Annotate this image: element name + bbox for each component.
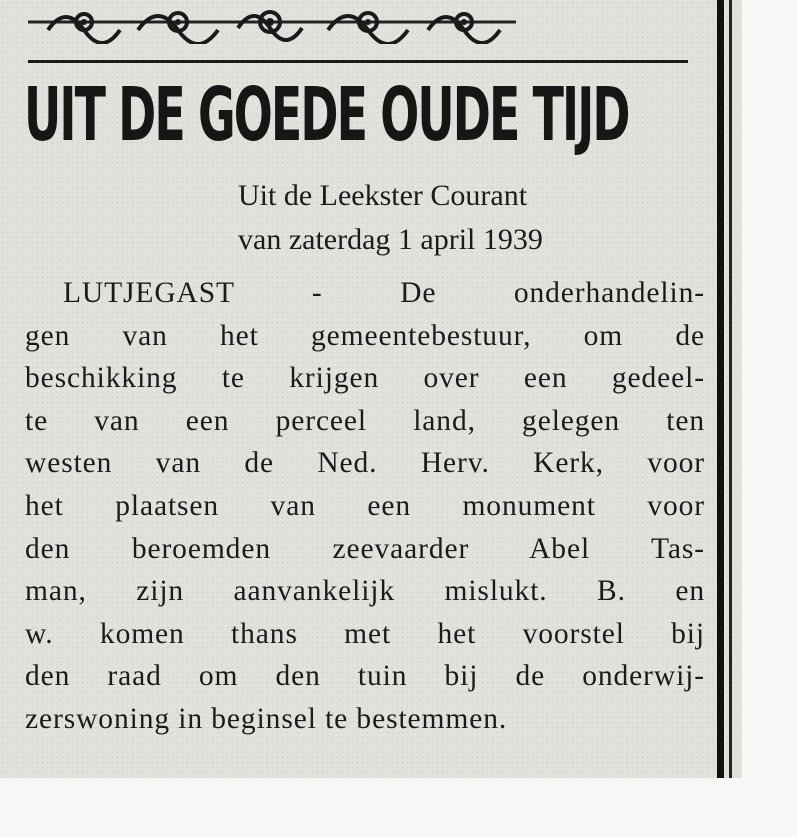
- article-line: beschikking te krijgen over een gedeel-: [25, 362, 705, 395]
- article-line: westen van de Ned. Herv. Kerk, voor: [25, 447, 705, 480]
- article-line: w. komen thans met het voorstel bij: [25, 617, 705, 650]
- top-rule: [28, 60, 688, 63]
- masthead-title: UIT DE GOEDE OUDE TIJD: [24, 72, 629, 158]
- column-border-thin: [729, 0, 732, 778]
- article-line: den raad om den tuin bij de onderwij-: [25, 660, 705, 693]
- ornamental-scroll-icon: [28, 0, 516, 44]
- article-body: [25, 272, 705, 741]
- article-line: zerswoning in beginsel te bestemmen.: [25, 702, 508, 735]
- source-newspaper: Uit de Leekster Courant: [238, 179, 528, 212]
- source-date: van zaterdag 1 april 1939: [238, 223, 543, 256]
- article-line: het plaatsen van een monument voor: [25, 489, 705, 522]
- article-line: LUTJEGAST - De onderhandelin-: [63, 277, 705, 309]
- article-line: gen van het gemeentebestuur, om de: [25, 319, 705, 352]
- article-line: den beroemden zeevaarder Abel Tas-: [25, 532, 705, 565]
- column-border-thick: [717, 0, 724, 778]
- article-line: te van een perceel land, gelegen ten: [25, 404, 705, 437]
- article-line: man, zijn aanvankelijk mislukt. B. en: [25, 575, 705, 608]
